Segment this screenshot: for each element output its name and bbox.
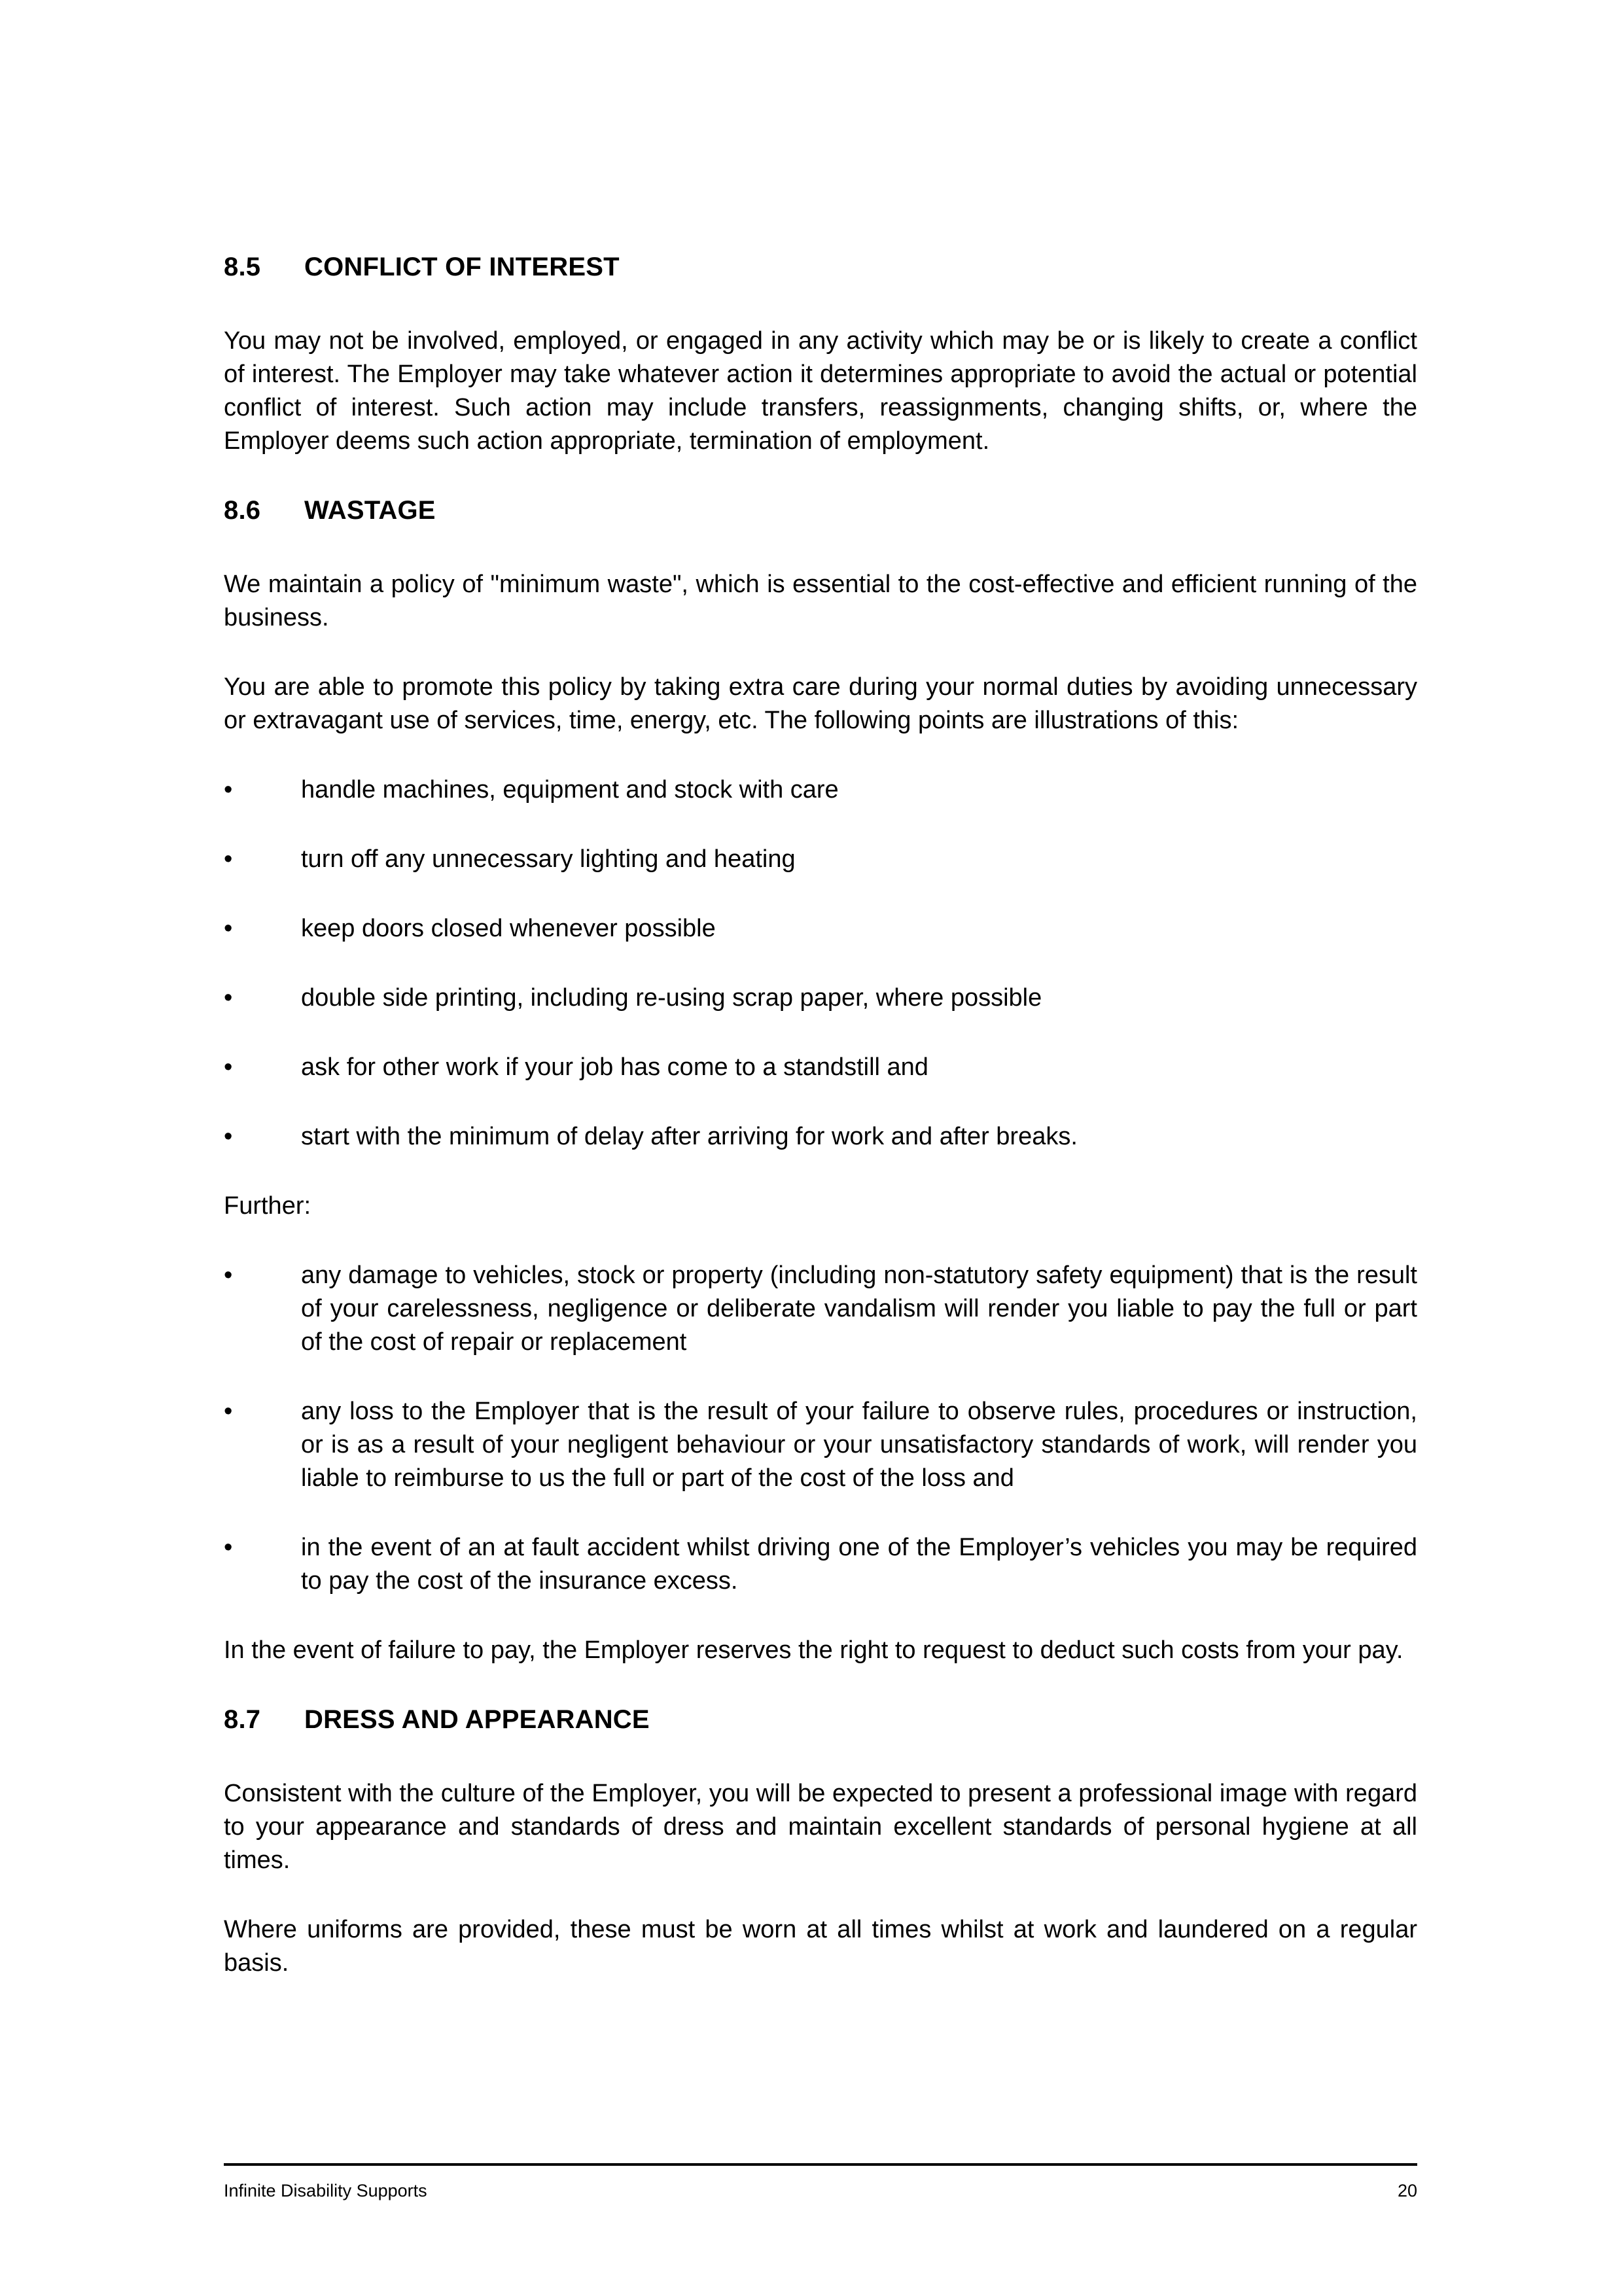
footer-company-name: Infinite Disability Supports (224, 2181, 427, 2200)
section-heading-8-7 (224, 1703, 1417, 1737)
bullet-icon: • (224, 1534, 233, 1561)
list-item-text: any damage to vehicles, stock or property (including non-statutory safety equipment) that is the result of your carelessness, negligence or deliberate vandalism will render you liable to pay the full or part of the cost of repair or replacement (301, 1262, 1417, 1356)
section-title: WASTAGE (304, 496, 436, 525)
list-item-text: any loss to the Employer that is the result of your failure to observe rules, procedures or instruction, or is as a result of your negligent behaviour or your unsatisfactory standards of work, will render you liable to reimburse to us the full or part of the cost of the loss and (301, 1398, 1417, 1492)
list-item (224, 1395, 1417, 1495)
list-item (224, 1120, 1417, 1154)
bullet-icon: • (224, 915, 233, 942)
bullet-icon: • (224, 1053, 233, 1081)
list-item (224, 843, 1417, 876)
paragraph: You may not be involved, employed, or engaged in any activity which may be or is likely to create a conflict of interest. The Employer may take whatever action it determines appropriate to avoid the actual or potential conflict of interest. Such action may include transfers, reassignments, changing shifts, or, where the Employer deems such action appropriate, termination of employment. (224, 327, 1417, 455)
section-number: 8.7 (224, 1705, 261, 1734)
list-item-text: keep doors closed whenever possible (301, 915, 716, 942)
section-title: CONFLICT OF INTEREST (304, 253, 620, 281)
bullet-icon: • (224, 776, 233, 804)
section-title: DRESS AND APPEARANCE (304, 1705, 650, 1734)
page-footer (224, 2163, 1417, 2201)
paragraph: We maintain a policy of "minimum waste", which is essential to the cost-effective and efficient running of the business. (224, 571, 1417, 631)
footer-page-number: 20 (1397, 2181, 1417, 2200)
list-item (224, 981, 1417, 1015)
bullet-icon: • (224, 1398, 233, 1425)
section-heading-8-5 (224, 251, 1417, 284)
list-item (224, 1531, 1417, 1598)
section-number: 8.6 (224, 496, 261, 525)
footer-divider (224, 2163, 1417, 2166)
list-item-text: handle machines, equipment and stock with care (301, 776, 839, 804)
list-item (224, 1259, 1417, 1359)
paragraph: Consistent with the culture of the Employer, you will be expected to present a professional image with regard to your appearance and standards of dress and maintain excellent standards of personal hygiene at all times. (224, 1780, 1417, 1874)
list-item (224, 773, 1417, 807)
list-item-text: start with the minimum of delay after arriving for work and after breaks. (301, 1123, 1078, 1150)
list-item (224, 1051, 1417, 1084)
paragraph: Where uniforms are provided, these must be worn at all times whilst at work and laundered on a regular basis. (224, 1916, 1417, 1977)
list-item-text: turn off any unnecessary lighting and heating (301, 845, 796, 873)
list-item (224, 912, 1417, 945)
bullet-icon: • (224, 984, 233, 1012)
bullet-icon: • (224, 845, 233, 873)
further-label: Further: (224, 1192, 311, 1220)
list-item-text: in the event of an at fault accident whilst driving one of the Employer’s vehicles you may be required to pay the cost of the insurance excess. (301, 1534, 1417, 1595)
bullet-icon: • (224, 1262, 233, 1289)
paragraph: In the event of failure to pay, the Employer reserves the right to request to deduct such costs from your pay. (224, 1636, 1403, 1664)
list-item-text: ask for other work if your job has come to a standstill and (301, 1053, 928, 1081)
list-item-text: double side printing, including re-using scrap paper, where possible (301, 984, 1042, 1012)
bullet-icon: • (224, 1123, 233, 1150)
section-number: 8.5 (224, 253, 261, 281)
section-heading-8-6 (224, 494, 1417, 527)
paragraph: You are able to promote this policy by taking extra care during your normal duties by avoiding unnecessary or extravagant use of services, time, energy, etc. The following points are illustrations of this: (224, 673, 1417, 734)
